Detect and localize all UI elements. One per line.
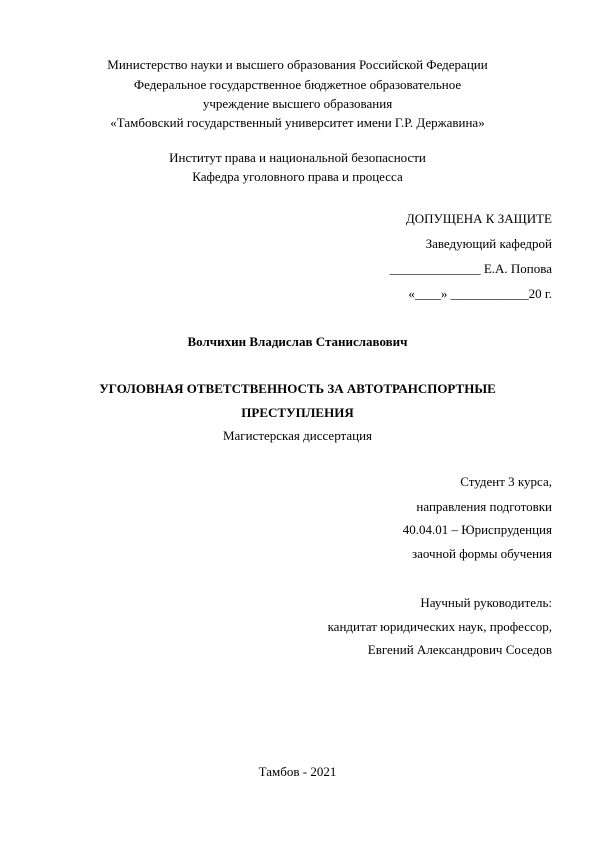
supervisor-degree: кандитат юридических наук, профессор,	[327, 619, 552, 634]
institute-name: Институт права и национальной безопасности	[169, 150, 426, 165]
supervisor-name: Евгений Александрович Соседов	[367, 642, 552, 657]
thesis-type: Магистерская диссертация	[222, 428, 373, 443]
approval-position: Заведующий кафедрой	[425, 236, 552, 251]
approval-title: ДОПУЩЕНА К ЗАЩИТЕ	[405, 211, 552, 226]
institution-line-2: учреждение высшего образования	[202, 96, 393, 111]
thesis-title-line-2: ПРЕСТУПЛЕНИЯ	[241, 405, 354, 420]
author-name: Волчихин Владислав Станиславович	[187, 334, 408, 349]
institution-line-1: Федеральное государственное бюджетное образовательное	[133, 77, 462, 92]
department-name: Кафедра уголовного права и процесса	[192, 169, 403, 184]
approval-date-line: «____» ____________20 г.	[408, 286, 552, 301]
university-name: «Тамбовский государственный университет имени Г.Р. Державина»	[110, 115, 485, 130]
student-direction-label: направления подготовки	[416, 499, 552, 514]
approval-signature-line: ______________ Е.А. Попова	[389, 261, 552, 276]
city-year: Тамбов - 2021	[258, 764, 337, 779]
student-direction-code: 40.04.01 – Юриспруденция	[402, 522, 552, 537]
supervisor-label: Научный руководитель:	[420, 595, 552, 610]
ministry-line: Министерство науки и высшего образования Российской Федерации	[107, 57, 488, 72]
student-study-form: заочной формы обучения	[411, 546, 552, 561]
student-course: Студент 3 курса,	[460, 474, 552, 489]
thesis-title-line-1: УГОЛОВНАЯ ОТВЕТСТВЕННОСТЬ ЗА АВТОТРАНСПОРТНЫЕ	[99, 381, 496, 396]
